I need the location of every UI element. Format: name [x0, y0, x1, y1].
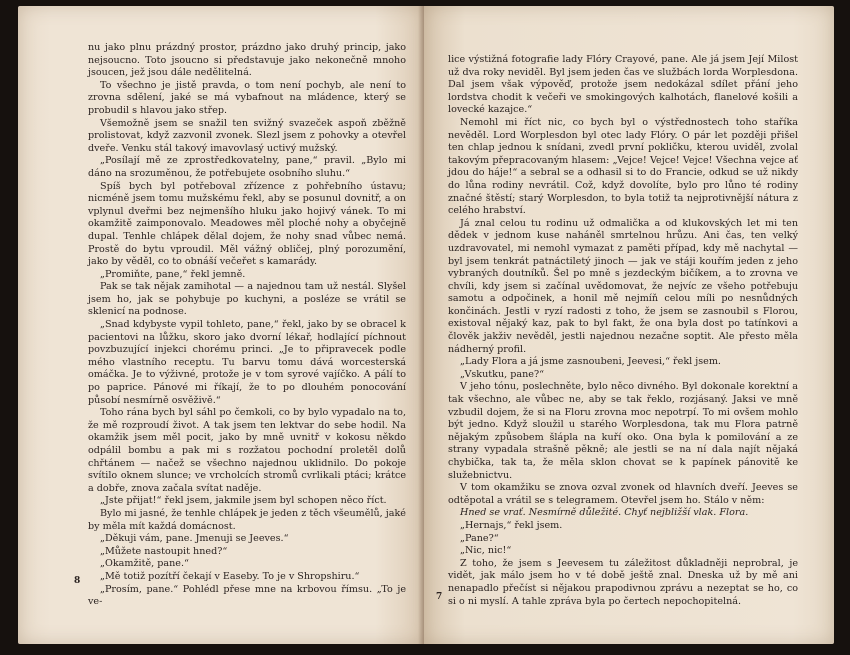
telegram-text: Hned se vrať. Nesmírně důležité. Chyť nejbližší vlak. Flora.: [460, 507, 749, 519]
paragraph: lice výstižná fotografie lady Flóry Crayové, pane. Ale já jsem Její Milost už dva roky neviděl. Byl jsem jeden čas ve službách lorda Worplesdona. Dal jsem však výpověď, protože jsem nedokázal sdílet přání jeho lordstva chodit k večeři ve smokingových kalhotách, flanelové košili a lovecké kazajce.“: [448, 54, 798, 116]
paragraph: „Vskutku, pane?“: [460, 368, 545, 380]
paragraph: „Snad kdybyste vypil tohleto, pane,“ řekl, jako by se obracel k pacientovi na lůžku, skoro jako dvorní lékař, hodlající píchnout povzbuzující injekci chorému princi. „Je to připravecek podle mého vlastního receptu. Tu barvu tomu dává worcesterská omáčka. Je to výživné, protože je v tom syrové vajíčko. A pálí to po paprice. Pánové mi říkají, že to po dlouhém ponocování působí nesmírně osvěživě.“: [88, 319, 406, 406]
paragraph: Já znal celou tu rodinu už odmalička a od klukovských let mi ten dědek v jednom kuse naháněl smrtelnou hrůzu. Ani čas, ten velký uzdravovatel, mi nemohl vymazat z paměti případ, kdy mě nachytal — byl jsem tenkrát patnáctiletý jinoch — jak ve stáji kouřím jeden z jeho vybraných doutníků. Šel po mně s jezdeckým bičíkem, a to zrovna ve chvíli, kdy jsem si začínal uvědomovat, že nejvíc ze všeho potřebuju samotu a odpočinek, a honil mě nejmíň celou míli po nesnůdných končinách. Jestli v ryzí radosti z toho, že jsem se zasnoubil s Florou, existoval nějaký kaz, pak to byl fakt, že ona byla dost po tatínkovi a člověk jakživ nevěděl, jestli najednou nezačne soptit. Ale přesto měla nádherný profil.: [448, 217, 798, 355]
paragraph: nu jako plnu prázdný prostor, prázdno jako druhý princip, jako nejsoucno. Toto jsoucno si představuje jako nekonečně mnoho jsoucen, jež jsou dále nedělitelná.: [88, 42, 406, 79]
paragraph: Z toho, že jsem s Jeevesem tu záležitost důkladněji neprobral, je vidět, jak málo jsem ho v té době ještě znal. Dneska už by mě ani nenapadlo přečíst si nějakou prapodivnou zprávu a nezeptat se ho, co si o ni myslí. A tahle zpráva byla po čertech nepochopitelná.: [448, 557, 798, 607]
paragraph: „Prosím, pane.“ Pohlédl přese mne na krbovou římsu. „To je ve-: [88, 583, 406, 608]
paragraph: „Lady Flora a já jsme zasnoubeni, Jeevesi,“ řekl jsem.: [460, 356, 721, 368]
page-number: 7: [436, 592, 443, 602]
paragraph: V jeho tónu, poslechněte, bylo něco divného. Byl dokonale korektní a tak všechno, ale vůbec ne, aby se tak řeklo, rozjásaný. Jaksi ve mně vzbudil dojem, že si na Floru zrovna moc nepotrpí. To mi ovšem mohlo být jedno. Když sloužil u starého Worplesdona, tak mu Flora patrně nějakým způsobem šlápla na kuří oko. Ona byla k pomilování a ze strany vypadala strašně pěkně; ale jestli se na ní dala najít nějaká chybička, tak ta, že měla sklon chovat se k papínek pánovitě ke služebnictvu.: [448, 381, 798, 481]
page-number: 8: [74, 576, 81, 586]
left-page-text: [88, 42, 406, 609]
paragraph: „Promiňte, pane,“ řekl jemně.: [100, 268, 246, 280]
paragraph: „Nic, nic!“: [460, 545, 512, 557]
right-page-text: [448, 54, 798, 608]
paragraph: „Jste přijat!“ řekl jsem, jakmile jsem byl schopen něco říct.: [100, 495, 387, 507]
paragraph: Všemožně jsem se snažil ten svižný svazeček aspoň zběžně prolistovat, když zazvonil zvonek. Slezl jsem z pohovky a otevřel dveře. Venku stál takový imavovlasý uctivý mužský.: [88, 117, 406, 154]
paragraph: To všechno je jistě pravda, o tom není pochyb, ale není to zrovna sdělení, jaké se má vybafnout na mládence, který se probudil s hlavou jako střep.: [88, 79, 406, 116]
left-page: [18, 6, 424, 644]
paragraph: Spíš bych byl potřeboval zřízence z pohřebního ústavu; nicméně jsem tomu mužskému řekl, aby se posunul dovnitř, a on vplynul dveřmi bez nejmenšího hluku jako hojivý vánek. To mi okamžitě zaimponovalo. Meadowes měl ploché nohy a obyčejně dupal. Tenhle chlápek dělal dojem, že nohy snad vůbec nemá. Prostě do bytu vproudil. Měl vážný obličej, plný porozumění, jako by věděl, co to obnáší večeřet s kamarády.: [88, 180, 406, 268]
paragraph: „Mě totiž pozítří čekají v Easeby. To je v Shropshiru.“: [100, 570, 360, 582]
paragraph: „Okamžitě, pane.“: [100, 558, 189, 570]
paragraph: „Můžete nastoupit hned?“: [100, 545, 228, 557]
paragraph: Nemohl mi říct nic, co bych byl o výstřednostech toho staříka nevěděl. Lord Worplesdon byl otec lady Flóry. O pár let později přišel ten chlap jednou k snídani, zvedl první pokličku, kterou uviděl, zvolal takovým přepracovaným hlasem: „Vejce! Vejce! Vejce! Všechna vejce ať jdou do háje!“ a sebral se a odhasil si to do Francie, odkud se už nikdy do lůna rodiny nevrátil. Což, když dovolíte, bylo pro lůno té rodiny značné štěstí; starý Worplesdon, to byla totiž ta nejprotivnější nátura z celého hrabství.: [448, 116, 798, 217]
paragraph: „Pane?“: [460, 532, 499, 544]
paragraph: „Hernajs,“ řekl jsem.: [460, 519, 563, 531]
paragraph: „Děkuji vám, pane. Jmenuji se Jeeves.“: [100, 533, 289, 545]
right-page: [424, 6, 834, 644]
paragraph: Toho rána bych byl sáhl po čemkoli, co by bylo vypadalo na to, že mě rozproudí život. A tak jsem ten lektvar do sebe hodil. Na okamžik jsem měl pocit, jako by mně uvnitř v kokosu někdo odpálil bombu a pak mi s rozžatou pochodní proletěl dolů chřtánem — načež se všechno najednou uklidnilo. Do pokoje svítilo oknem slunce; ve vrcholcích stromů cvrlikali ptáci; krátce a dobře, znova začala svítat naděje.: [88, 407, 406, 494]
paragraph: V tom okamžiku se znova ozval zvonek od hlavních dveří. Jeeves se odtěpotal a vrátil se s telegramem. Otevřel jsem ho. Stálo v něm:: [448, 482, 798, 506]
paragraph: „Posílají mě ze zprostředkovatelny, pane,“ pravil. „Bylo mi dáno na srozuměnou, že potřebujete osobního sluhu.“: [88, 155, 406, 179]
paragraph: Pak se tak nějak zamihotal — a najednou tam už nestál. Slyšel jsem ho, jak se pohybuje po kuchyni, a posléze se vrátil se sklenicí na podnose.: [88, 281, 406, 318]
paragraph: Bylo mi jasné, že tenhle chlápek je jeden z těch všeumělů, jaké by měla mít každá domácnost.: [88, 507, 406, 532]
